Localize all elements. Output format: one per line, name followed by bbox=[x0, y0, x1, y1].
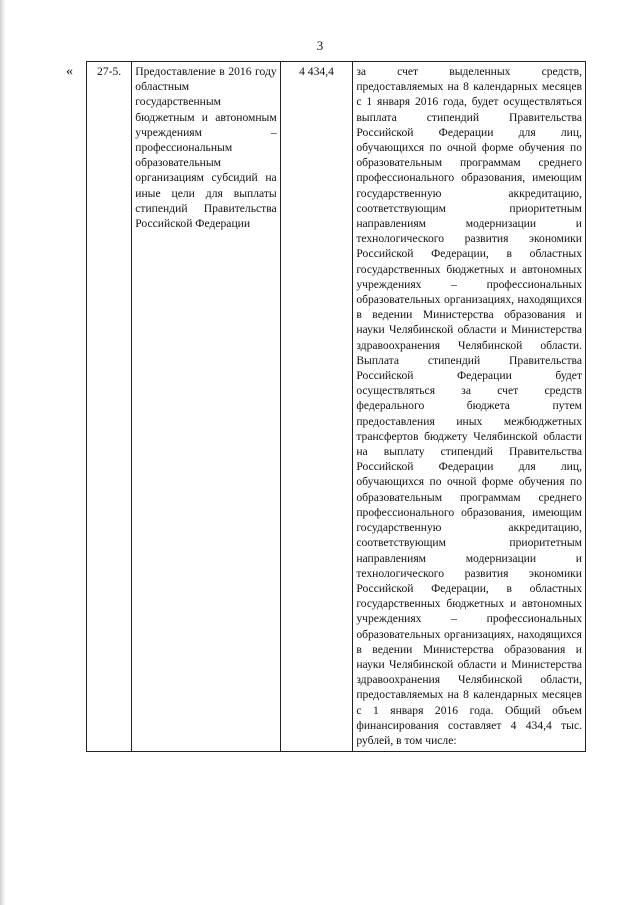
scan-edge-shadow bbox=[0, 0, 6, 905]
table-row bbox=[87, 62, 586, 752]
row-description-cell: за счет выделенных средств, предоставляемых на 8 календарных месяцев с 1 января 2016 года, будет осуществляться выплата стипендий Правительства Российской Федерации для лиц, обучающихся по очной форме обучения по образовательным программам среднего профессионального образования, имеющим государственную аккредитацию, соответствующим приоритетным направлениям модернизации и технологического развития экономики Российской Федерации, в областных государственных бюджетных и автономных учреждениях – профессиональных образовательных организациях, находящихся в ведении Министерства образования и науки Челябинской области и Министерства здравоохранения Челябинской области. Выплата стипендий Правительства Российской Федерации будет осуществляться за счет средств федерального бюджета путем предоставления иных межбюджетных трансфертов бюджету Челябинской области на выплату стипендий Правительства Российской Федерации для лиц, обучающихся по очной форме обучения по образовательным программам среднего профессионального образования, имеющим государственную аккредитацию, соответствующим приоритетным направлениям модернизации и технологического развития экономики Российской Федерации, в областных государственных бюджетных и автономных учреждениях – профессиональных образовательных организациях, находящихся в ведении Министерства образования и науки Челябинской области и Министерства здравоохранения Челябинской области, предоставляемых на 8 календарных месяцев с 1 января 2016 года. Общий объем финансирования составляет 4 434,4 тыс. рублей, в том числе: bbox=[353, 62, 586, 752]
row-amount-cell: 4 434,4 bbox=[280, 62, 353, 752]
row-name-cell: Предоставление в 2016 году областным государственным бюджетным и автономным учреждениям – профессиональным образовательным организациям субсидий на иные цели для выплаты стипендий Правительства Российской Федерации bbox=[132, 62, 280, 752]
row-number-cell: 27-5. bbox=[87, 62, 132, 752]
page-number: 3 bbox=[316, 38, 324, 53]
budget-table bbox=[86, 61, 586, 752]
opening-quote-mark: « bbox=[66, 64, 73, 79]
